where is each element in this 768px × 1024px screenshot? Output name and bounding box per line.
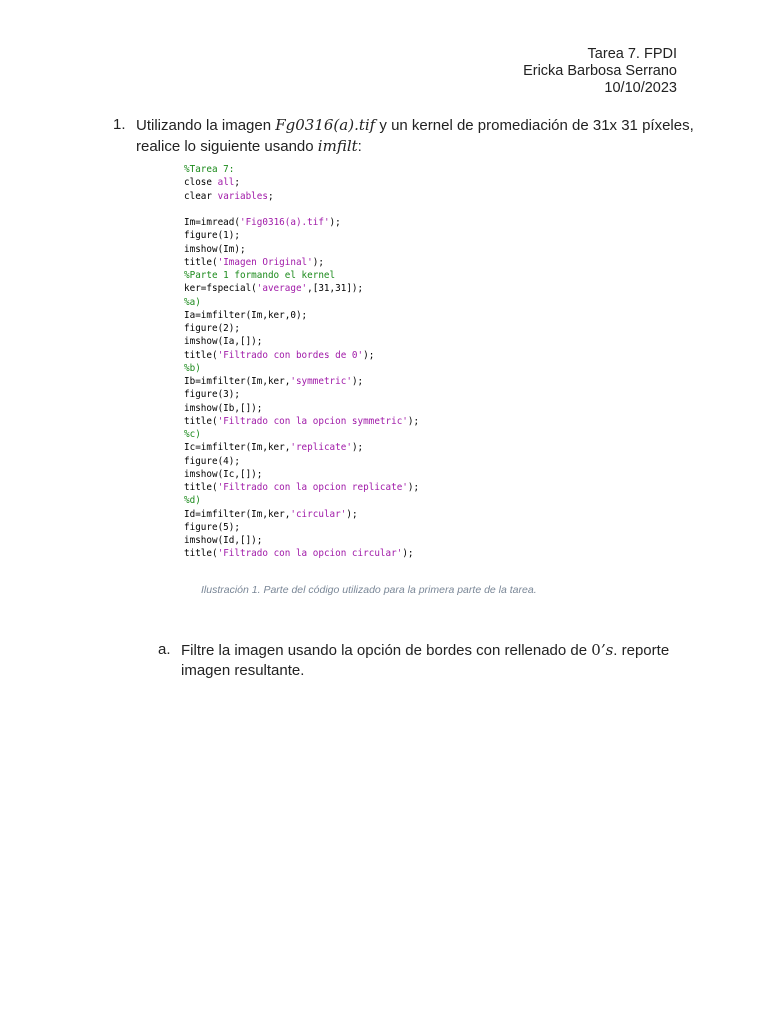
code-token: all: [217, 177, 235, 189]
code-token: );: [329, 217, 341, 228]
question-a-s: ’s: [600, 641, 614, 659]
question-a-text-a: Filtre la imagen usando la opción de bordes con rellenado de: [181, 642, 592, 659]
question-1-function: imfilt: [317, 137, 358, 155]
code-token: variables: [217, 190, 268, 202]
code-token: 'Filtrado con bordes de 0': [217, 349, 364, 361]
code-token: ;: [267, 190, 274, 202]
code-token: close: [184, 177, 218, 189]
code-line: [184, 309, 419, 322]
question-a-text-c: imagen resultante.: [181, 662, 305, 679]
code-line: [184, 375, 419, 388]
question-1-filename: Fg0316(a).tif: [275, 116, 376, 134]
code-token: );: [351, 442, 364, 454]
code-token: );: [363, 349, 375, 361]
code-token: ;: [234, 177, 240, 189]
code-line: [184, 388, 419, 401]
code-token: 'average': [256, 283, 308, 295]
header-author: Ericka Barbosa Serrano: [523, 63, 677, 79]
question-a-text-b: . reporte: [613, 642, 670, 659]
code-token: %Tarea 7:: [184, 164, 235, 175]
code-token: );: [346, 508, 358, 520]
code-token: ker=fspecial(: [184, 283, 257, 295]
code-token: imshow(Ic,[]);: [184, 468, 263, 480]
code-token: );: [402, 548, 414, 560]
code-token: %c): [184, 429, 201, 440]
code-token: figure(5);: [184, 521, 240, 533]
code-token: %a): [184, 296, 201, 308]
code-line: [184, 163, 419, 176]
code-line: [184, 190, 419, 203]
code-token: Id=imfilter(Im,ker,: [184, 508, 291, 520]
code-line: [184, 402, 419, 415]
question-a-letter: a.: [158, 641, 171, 658]
code-line: [184, 362, 419, 375]
code-token: Ia=imfilter(Im,ker,0);: [184, 309, 308, 321]
code-token: ,[31,31]);: [307, 283, 364, 295]
code-token: title(: [184, 256, 218, 268]
code-token: 'replicate': [290, 442, 352, 454]
code-token: clear: [184, 190, 218, 202]
code-token: title(: [184, 349, 218, 361]
header-title: Tarea 7. FPDI: [587, 46, 677, 62]
code-token: 'Imagen Original': [217, 256, 313, 268]
code-token: );: [351, 376, 364, 387]
code-token: imshow(Id,[]);: [184, 535, 263, 546]
code-line: [184, 216, 419, 229]
question-1-text-b: y un kernel de promediación de 31x 31 píxeles,: [375, 117, 694, 134]
question-1-text-d: :: [357, 138, 362, 155]
code-token: );: [312, 256, 324, 268]
question-1-text-a: Utilizando la imagen: [136, 117, 276, 134]
code-line: [184, 455, 419, 468]
code-line: [184, 256, 419, 269]
code-line: [184, 547, 419, 560]
code-line: [184, 494, 419, 507]
code-token: figure(1);: [184, 230, 240, 242]
code-token: imshow(Im);: [184, 243, 246, 255]
code-line: [184, 508, 419, 521]
code-token: Ib=imfilter(Im,ker,: [184, 376, 291, 387]
code-line: [184, 322, 419, 335]
code-token: imshow(Ib,[]);: [184, 402, 263, 414]
code-token: imshow(Ia,[]);: [184, 336, 263, 348]
code-token: figure(4);: [184, 455, 240, 467]
code-token: title(: [184, 548, 218, 560]
code-line: [184, 428, 419, 441]
code-token: %Parte 1 formando el kernel: [184, 270, 336, 281]
code-line: [184, 282, 419, 295]
code-line: [184, 243, 419, 256]
figure-caption: Ilustración 1. Parte del código utilizado para la primera parte de la tarea.: [201, 584, 537, 596]
question-1-number: 1.: [113, 116, 126, 133]
question-a-zero: 0: [591, 641, 601, 659]
code-token: Im=imread(: [184, 217, 240, 228]
code-line: [184, 415, 419, 428]
code-token: 'Filtrado con la opcion symmetric': [217, 415, 408, 427]
code-token: 'circular': [290, 508, 347, 520]
code-token: title(: [184, 482, 218, 493]
header-date: 10/10/2023: [604, 80, 677, 96]
code-token: );: [407, 482, 420, 493]
code-line: [184, 229, 419, 242]
code-token: figure(3);: [184, 389, 240, 401]
code-token: 'Filtrado con la opcion circular': [217, 548, 403, 560]
document-header: [523, 46, 677, 97]
question-a-text: [181, 640, 681, 681]
code-listing: [184, 163, 419, 561]
code-token: title(: [184, 415, 218, 427]
code-line: [184, 335, 419, 348]
code-token: 'symmetric': [290, 376, 352, 387]
code-token: 'Fig0316(a).tif': [239, 217, 330, 228]
question-1-text: [136, 115, 696, 157]
code-line: [184, 441, 419, 454]
code-token: figure(2);: [184, 323, 240, 334]
code-line: [184, 468, 419, 481]
code-line: [184, 296, 419, 309]
code-token: 'Filtrado con la opcion replicate': [217, 482, 408, 493]
code-token: %d): [184, 495, 201, 507]
code-line: [184, 269, 419, 282]
code-token: %b): [184, 362, 201, 374]
code-token: Ic=imfilter(Im,ker,: [184, 442, 291, 454]
code-line: [184, 203, 419, 216]
code-line: [184, 176, 419, 189]
code-line: [184, 481, 419, 494]
code-token: );: [407, 415, 420, 427]
code-line: [184, 521, 419, 534]
code-line: [184, 534, 419, 547]
question-1-text-c: realice lo siguiente usando: [136, 138, 318, 155]
code-line: [184, 349, 419, 362]
